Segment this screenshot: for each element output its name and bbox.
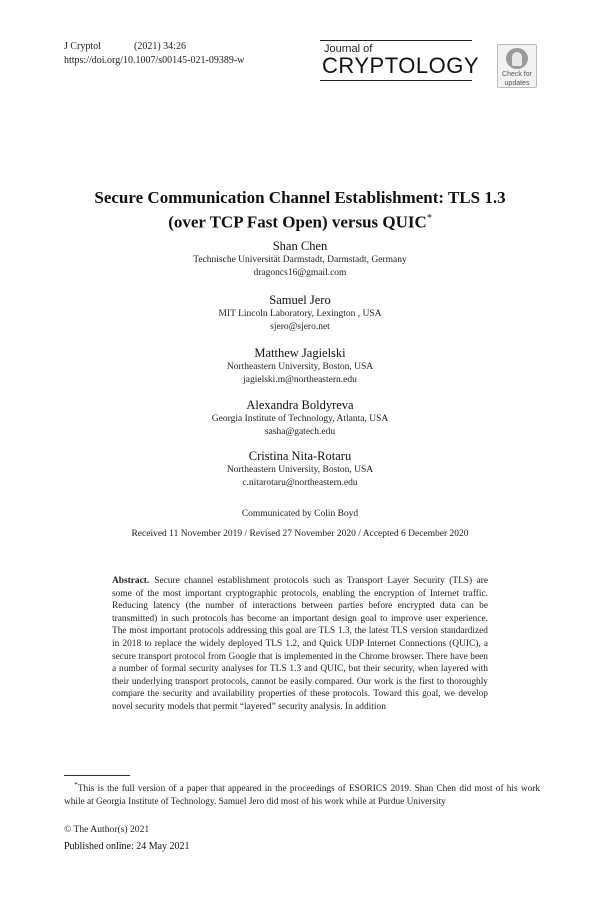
author-email[interactable]: dragoncs16@gmail.com bbox=[253, 268, 347, 278]
footnote-text: This is the full version of a paper that appeared in the proceedings of ESORICS 2019. Shan Chen did most of his work while at Georgia Institute of Technology. Samuel Jero did most of his work while at Purdue University bbox=[64, 784, 540, 807]
footnote bbox=[64, 779, 540, 808]
logo-top-rule bbox=[320, 40, 472, 41]
author-affiliation: Georgia Institute of Technology, Atlanta, USA bbox=[211, 414, 389, 424]
author-block bbox=[0, 345, 600, 387]
abstract bbox=[112, 575, 488, 714]
abstract-label: Abstract. bbox=[112, 576, 150, 586]
footnote-rule bbox=[64, 775, 130, 776]
author-name: Samuel Jero bbox=[269, 293, 331, 307]
author-affiliation: MIT Lincoln Laboratory, Lexington , USA bbox=[218, 309, 382, 319]
logo-line2: CRYPTOLOGY bbox=[322, 53, 480, 78]
author-email[interactable]: jagielski.m@northeastern.edu bbox=[243, 375, 357, 385]
title-line2-wrap bbox=[40, 208, 560, 233]
author-email[interactable]: sjero@sjero.net bbox=[270, 322, 330, 332]
submission-dates: Received 11 November 2019 / Revised 27 November 2020 / Accepted 6 December 2020 bbox=[131, 529, 469, 539]
check-badge-line1: Check for bbox=[502, 71, 532, 78]
title-line1: Secure Communication Channel Establishment: TLS 1.3 bbox=[94, 188, 506, 207]
check-badge-line2: updates bbox=[504, 80, 530, 87]
title-line2: (over TCP Fast Open) versus QUIC bbox=[168, 212, 427, 232]
doi-link[interactable]: https://doi.org/10.1007/s00145-021-09389-w bbox=[64, 55, 245, 66]
author-email[interactable]: sasha@gatech.edu bbox=[264, 427, 336, 437]
paper-title bbox=[40, 187, 560, 233]
author-name: Alexandra Boldyreva bbox=[246, 398, 354, 412]
author-affiliation: Technische Universität Darmstadt, Darmstadt, Germany bbox=[193, 255, 407, 265]
author-email[interactable]: c.nitarotaru@northeastern.edu bbox=[242, 478, 358, 488]
crossmark-icon bbox=[506, 48, 528, 69]
author-block bbox=[0, 397, 600, 439]
author-name: Shan Chen bbox=[272, 239, 328, 253]
journal-logo bbox=[320, 40, 480, 81]
author-affiliation: Northeastern University, Boston, USA bbox=[226, 465, 374, 475]
volume-issue: (2021) 34:26 bbox=[134, 41, 186, 52]
published-date: Published online: 24 May 2021 bbox=[64, 841, 190, 852]
author-name: Matthew Jagielski bbox=[254, 346, 346, 360]
journal-abbrev: J Cryptol bbox=[64, 41, 101, 52]
author-affiliation: Northeastern University, Boston, USA bbox=[226, 362, 374, 372]
logo-bottom-rule bbox=[320, 80, 472, 81]
title-footnote-marker[interactable]: * bbox=[426, 213, 432, 224]
footnote-marker: * bbox=[74, 780, 78, 789]
author-block bbox=[0, 238, 600, 280]
copyright-notice: © The Author(s) 2021 bbox=[64, 824, 150, 835]
abstract-text: Secure channel establishment protocols such as Transport Layer Security (TLS) are some of the most important cryptographic protocols, enabling the encryption of Internet traffic. Reducing latency (the number of interactions between parties before encrypted data can be transmitted) in such protocols has become an important design goal to improve user experience. The most important protocols addressing this goal are TLS 1.3, the latest TLS version standardized in 2018 to replace the widely deployed TLS 1.2, and Quick UDP Internet Connections (QUIC), a secure transport protocol from Google that is implemented in the Chrome browser. There have been a number of formal security analyses for TLS 1.3 and QUIC, but their security, when layered with their underlying transport protocols, cannot be easily compared. Our work is the first to thoroughly compare the security and availability properties of these protocols. Toward this goal, we develop novel security models that permit “layered” security analysis. In addition bbox=[112, 576, 488, 712]
check-for-updates-badge[interactable] bbox=[497, 44, 537, 88]
article-header bbox=[64, 40, 244, 68]
author-name: Cristina Nita-Rotaru bbox=[248, 449, 352, 463]
author-block bbox=[0, 292, 600, 334]
communicated-by: Communicated by Colin Boyd bbox=[241, 509, 359, 519]
author-block bbox=[0, 448, 600, 490]
logo-line1: Journal of bbox=[324, 43, 373, 55]
